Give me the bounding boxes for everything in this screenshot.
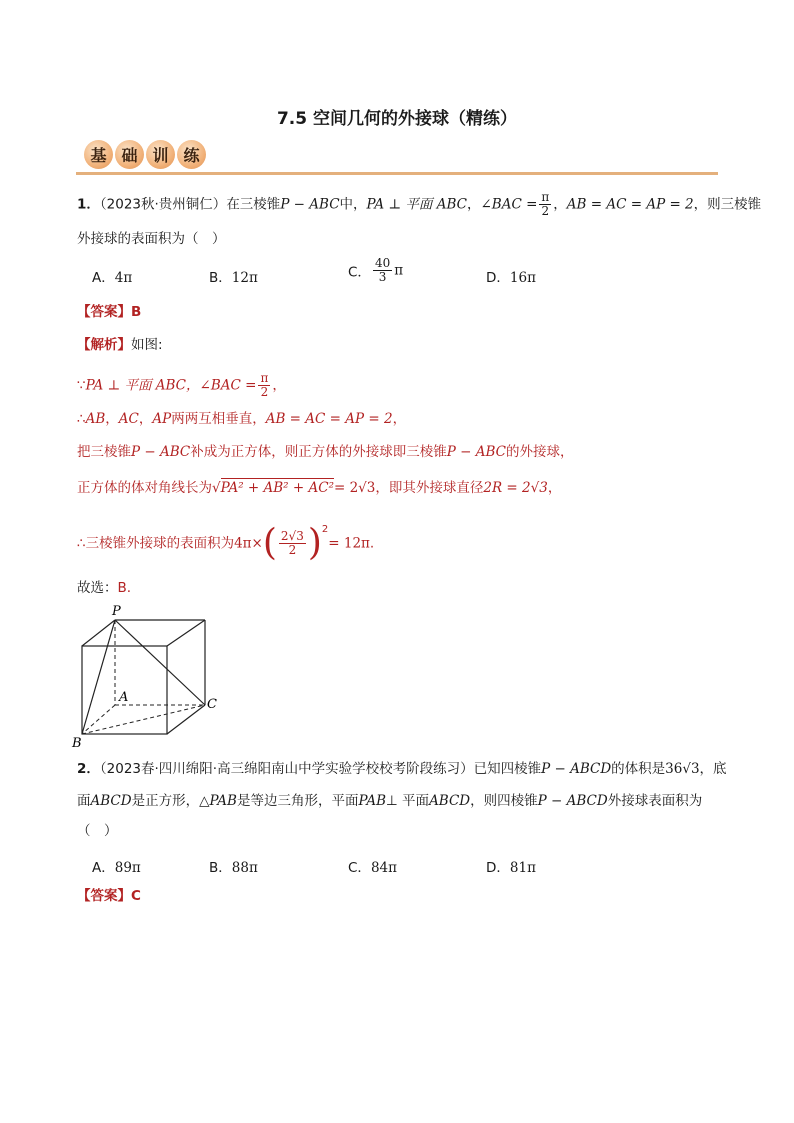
option-value: 16π [509,270,536,286]
q2-options [92,856,712,880]
q1-options [92,256,712,290]
q2-source: （2023春·四川绵阳·高三绵阳南山中学实验学校校考阶段练习） [99,761,474,777]
q1-option-a[interactable] [92,266,132,286]
q1-equality: AB = AC = AP = 2 [566,196,694,213]
step-text: = 12π [328,535,370,552]
step-text: AC [118,411,139,427]
q1-step2 [77,410,406,428]
q1-step4: 正方体的体对角线长为√PA² + AB² + AC²= 2√3，即其外接球直径2R = 2√3， [77,480,562,496]
therefore-symbol: ∴ [77,411,86,427]
q2-stem-line1 [77,760,727,778]
paren-left: ( [262,522,277,564]
choose-value: B. [117,580,132,596]
frac-den: 2 [288,543,297,557]
paren-right: ) [307,522,322,564]
q2-volume: 36√3 [665,761,700,777]
q1-text: 中， [339,196,367,213]
q2-text: 的体积是 [611,761,666,777]
q2-text: ，则四棱锥 [470,793,538,809]
option-value: 89π [114,860,141,876]
vertex-label-p: P [112,604,121,619]
option-label: C． [348,860,371,876]
frac-den: 2 [541,204,550,218]
banner-char: 基 [84,140,113,169]
q1-option-d[interactable] [486,266,536,286]
q1-answer [77,303,141,321]
analysis-label: 【解析】 [77,337,131,353]
answer-label: 【答案】 [77,304,131,320]
step-text: ， [272,377,286,394]
q1-plane: ABC [436,196,467,213]
sqrt-radicand: PA² + AB² + AC² [220,480,334,496]
q1-condition: PA ⊥ 平面 [366,196,437,213]
step-text: ∴三棱锥外接球的表面积为 [77,535,235,552]
page-title: 7.5 空间几何的外接球（精练） [276,109,518,129]
step-text: AP [152,411,172,427]
q2-text: P − ABCD [537,793,608,809]
q1-stem-line2: 外接球的表面积为（ ） [77,231,226,247]
option-fraction [373,257,392,284]
q2-stem-line2 [77,792,702,810]
frac-num: π [260,371,269,385]
q1-text: ， [466,196,481,213]
step-text: ， [105,411,119,427]
q2-text: 是等边三角形，平面 [236,793,359,809]
vertex-label-c: C [207,697,217,712]
option-value: 4π [114,270,133,286]
q1-text: ， [553,196,567,213]
q1-option-b[interactable] [209,266,258,286]
q2-text: ，底 [699,761,727,777]
vertex-label-a: A [119,690,129,705]
q1-pyramid: P − ABC [280,196,340,213]
q1-number: 1． [77,196,100,213]
q2-text: △PAB [199,793,237,809]
step-text: AB = AC = AP = 2 [265,411,393,427]
q1-stem-line1 [77,191,761,218]
step-text: . [369,535,375,552]
step-text: PA ⊥ 平面 [85,377,156,394]
q2-text: 已知四棱锥 [473,761,542,777]
q2-text: ⊥ 平面 [386,793,430,809]
step-fraction [279,530,306,557]
step-text: P − ABC [131,444,191,460]
frac-num: 2√3 [280,529,304,543]
step-text: P − ABC [446,444,506,460]
q2-option-a[interactable] [92,856,141,876]
option-value: 12π [231,270,258,286]
option-label: D． [486,270,510,286]
option-label: C． [348,264,371,281]
answer-value: C [131,888,141,904]
q1-step3 [77,443,573,461]
option-value: 88π [231,860,258,876]
option-label: A． [92,270,115,286]
option-label: B． [209,860,232,876]
banner-char: 练 [177,140,206,169]
step-text: 两两互相垂直， [171,411,266,427]
step-text: ABC [155,377,187,394]
q2-option-c[interactable] [348,856,397,876]
q1-text: ，则三棱锥 [693,196,762,213]
step-text: 的外接球， [505,444,574,460]
step-text: ， [138,411,153,427]
q1-analysis [77,336,163,354]
step-text: 2R = 2√3 [483,480,548,496]
banner-char: 础 [115,140,144,169]
section-banner [84,140,208,170]
because-symbol: ∵ [77,377,86,394]
pyramid-edge-pb [82,620,115,734]
frac-den: 2 [260,385,269,399]
step-text: AB [85,411,106,427]
step-text: 把三棱锥 [77,444,131,460]
option-value: 84π [370,860,397,876]
q2-option-d[interactable] [486,856,536,876]
q1-step1 [77,372,286,399]
q1-choose [77,579,131,597]
vertex-label-b: B [72,736,82,750]
step-text: ， [392,411,407,427]
cube-edge [167,620,205,646]
q1-option-c[interactable] [348,257,403,284]
frac-num: π [541,190,550,204]
option-value: 81π [509,860,536,876]
q1-pi-over-2 [539,191,551,218]
cube-figure [70,600,230,750]
step-text: = 2√3 [333,480,376,496]
analysis-intro: 如图: [131,337,163,353]
q2-text: 是正方形， [131,793,200,809]
q2-answer [77,887,141,905]
q2-text: PAB [358,793,386,809]
step-text: 补成为正方体，则正方体的外接球即三棱锥 [190,444,447,460]
cube-edge [82,620,115,646]
q1-source: （2023秋·贵州铜仁） [99,196,227,213]
q2-text: ABCD [429,793,471,809]
answer-value: B [131,304,142,320]
option-label: A． [92,860,115,876]
answer-label: 【答案】 [77,888,131,904]
q2-text: ABCD [90,793,132,809]
banner-char: 训 [146,140,175,169]
q2-stem-line3: （ ） [77,823,118,839]
step-text: ，∠BAC = [186,377,257,394]
q1-step5 [77,520,375,564]
step-text: ， [547,480,562,496]
q2-option-b[interactable] [209,856,258,876]
pyramid-edge-pc [115,620,205,705]
step-text: ，即其外接球直径 [375,480,484,496]
step-fraction [258,372,270,399]
exponent: 2 [321,524,329,535]
step-text: 正方体的体对角线长为 [77,480,212,496]
q2-pyramid: P − ABCD [541,761,612,777]
choose-label: 故选： [77,580,118,596]
option-label: D． [486,860,510,876]
q2-text: 外接球表面积为 [607,793,703,809]
section-divider [76,172,718,175]
frac-den: 3 [378,270,387,284]
option-label: B． [209,270,232,286]
option-value: π [394,262,404,279]
q1-text: 在三棱锥 [226,196,281,213]
q1-angle: ∠BAC = [480,196,538,213]
frac-num: 40 [374,256,391,270]
step-text: 4π× [234,535,263,552]
q2-number: 2． [77,761,100,777]
q2-text: 面 [77,793,91,809]
